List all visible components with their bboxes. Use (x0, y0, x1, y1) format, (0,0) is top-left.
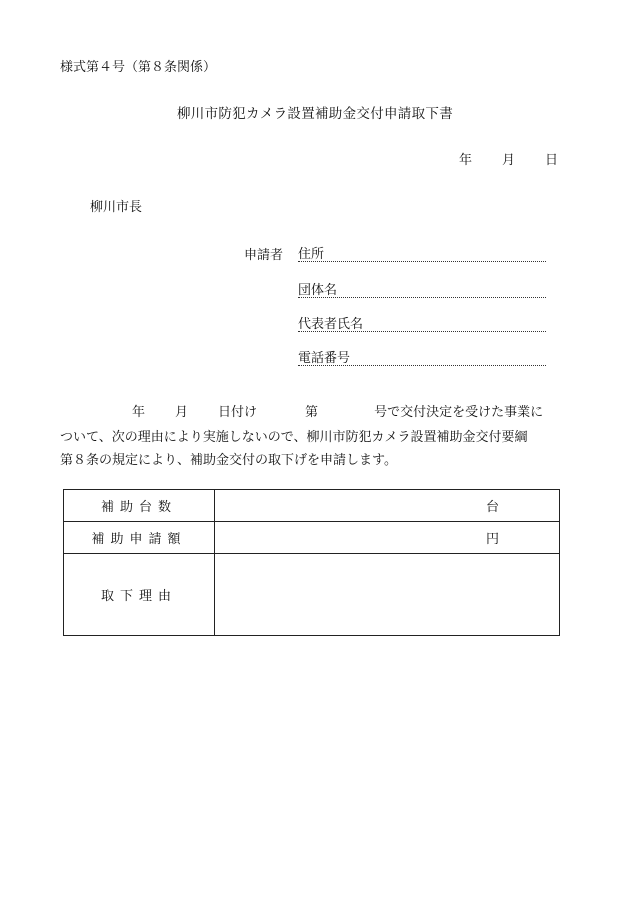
phone-number-label: 電話番号 (298, 351, 351, 366)
body-line1-rest: 号で交付決定を受けた事業に (374, 405, 544, 420)
subsidy-amount-field[interactable]: 円 (215, 522, 560, 554)
body-text-line-2: ついて、次の理由により実施しないので、柳川市防犯カメラ設置補助金交付要綱 (60, 430, 528, 445)
applicant-label: 申請者 (244, 248, 284, 263)
form-number: 様式第４号（第８条関係） (60, 60, 217, 75)
body-text-line-1 (60, 401, 560, 420)
date-day-label: 日 (544, 153, 558, 168)
phone-number-field[interactable] (298, 347, 546, 366)
body-month-label: 月 (175, 405, 189, 420)
subsidy-count-field[interactable]: 台 (215, 490, 560, 522)
address-field[interactable] (298, 243, 546, 262)
withdrawal-reason-field[interactable] (215, 554, 560, 636)
table-row (64, 554, 560, 636)
body-dai-label: 第 (305, 405, 319, 420)
representative-name-field[interactable] (298, 313, 546, 332)
withdrawal-reason-label: 取下理由 (64, 554, 215, 636)
addressee: 柳川市長 (90, 200, 143, 215)
table-row (64, 522, 560, 554)
date-line (459, 149, 558, 168)
group-name-field[interactable] (298, 279, 546, 298)
group-name-label: 団体名 (298, 283, 338, 298)
date-month-label: 月 (501, 153, 515, 168)
subsidy-count-label: 補助台数 (64, 490, 215, 522)
body-year-label: 年 (132, 405, 146, 420)
body-text-line-3: 第８条の規定により、補助金交付の取下げを申請します。 (60, 453, 397, 468)
date-year-label: 年 (458, 153, 472, 168)
address-label: 住所 (298, 247, 325, 262)
document-title: 柳川市防犯カメラ設置補助金交付申請取下書 (177, 106, 453, 122)
representative-name-label: 代表者氏名 (298, 317, 364, 332)
table-row (64, 490, 560, 522)
body-day-label: 日付け (218, 405, 258, 420)
subsidy-amount-label: 補助申請額 (64, 522, 215, 554)
subsidy-table (63, 489, 560, 636)
